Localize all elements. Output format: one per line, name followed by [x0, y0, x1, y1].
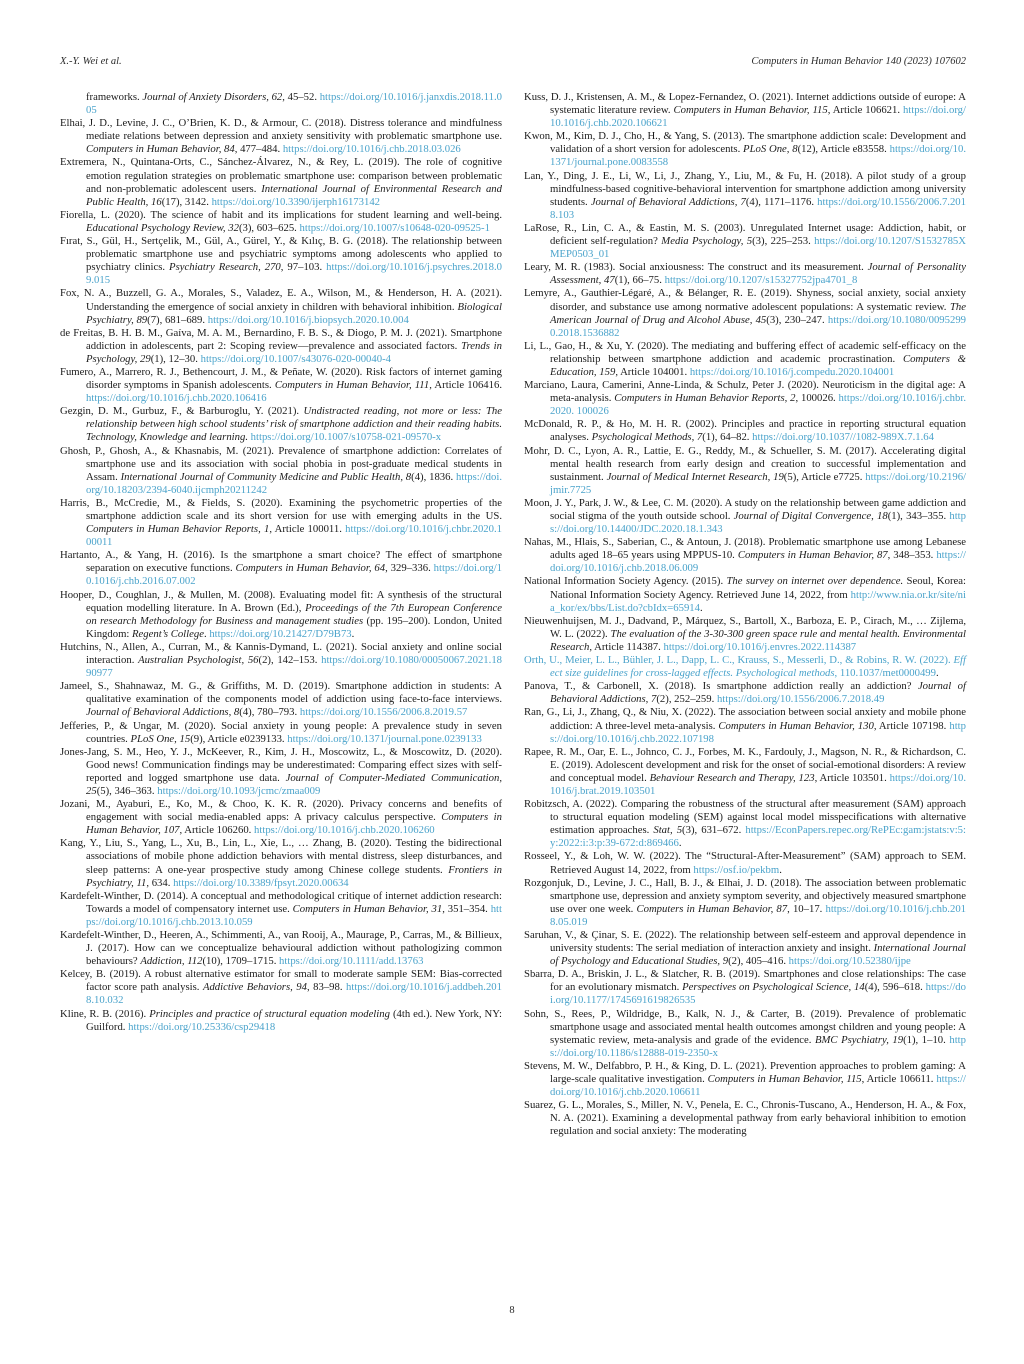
- doi-link[interactable]: https://doi.org/10.18203/2394-6040.ijcmph20211242: [86, 470, 502, 496]
- reference-text: (2), 252–259.: [656, 693, 717, 706]
- reference-item: [524, 222, 966, 261]
- reference-text: The American Journal of Drug and Alcohol Abuse, 45: [550, 300, 966, 326]
- reference-text: Undistracted reading, not more or less: The relationship between high school students’ risk of smartphone addiction and their reading habits. Technology, Knowledge and learning.: [86, 405, 502, 444]
- reference-text: Hooper, D., Coughlan, J., & Mullen, M. (2008). Evaluating model fit: A synthesis of the structural equation modelling literature. In A. Brown (Ed.),: [60, 588, 502, 614]
- reference-text: PLoS One, 15: [130, 732, 191, 745]
- doi-link[interactable]: https://doi.org/10.1016/j.chbr.2020.100011: [86, 523, 502, 549]
- reference-item: [524, 170, 966, 222]
- reference-text: Gezgin, D. M., Gurbuz, F., & Barburoglu, Y. (2021).: [60, 405, 304, 418]
- reference-text: PLoS One, 8: [743, 143, 798, 156]
- doi-link[interactable]: https://doi.org/10.1186/s12888-019-2350-x: [550, 1033, 966, 1059]
- reference-text: , Article 103501.: [814, 771, 890, 784]
- reference-text: Journal of Anxiety Disorders, 62: [142, 91, 283, 103]
- doi-link[interactable]: https://doi.org/10.14400/JDC.2020.18.1.343: [550, 510, 966, 536]
- reference-text: Li, L., Gao, H., & Xu, Y. (2020). The mediating and buffering effect of academic self-efficacy on the relationship between smartphone addiction and academic procrastination.: [524, 339, 966, 365]
- reference-text: Computers in Human Behavior, 111: [274, 379, 430, 392]
- reference-text: The evaluation of the 3-30-300 green space rule and mental health. Environmental Research: [550, 627, 966, 653]
- reference-text: Rapee, R. M., Oar, E. L., Johnco, C. J., Forbes, M. K., Fardouly, J., Magson, N. R., & Richardson, C. E. (2019). Adolescent development and risk for the onset of social-emotional disorders: A review and conceptual model.: [524, 745, 966, 784]
- reference-text: Educational Psychology Review, 32: [86, 221, 239, 234]
- reference-text: International Journal of Community Medicine and Public Health, 8: [120, 470, 412, 483]
- reference-item: [60, 798, 502, 837]
- reference-text: de Freitas, B. H. B. M., Gaíva, M. A. M., Bernardino, F. B. S., & Diogo, P. M. J. (2021). Smartphone addiction in adolescents, part 2: Scoping review—prevalence and associated factors.: [60, 326, 502, 352]
- reference-text: Computers in Human Behavior, 130: [718, 719, 874, 732]
- reference-item: [524, 575, 966, 614]
- doi-link[interactable]: https://doi.org/10.21427/D79B73: [209, 627, 352, 640]
- references-columns: [60, 91, 966, 1139]
- reference-item: [524, 850, 966, 876]
- reference-text: (2), 405–416.: [728, 955, 789, 968]
- reference-text: Nieuwenhuijsen, M. J., Dadvand, P., Márquez, S., Bartoll, X., Barboza, E. P., Cirach, M., … Zijlema, W. L. (2022).: [524, 614, 966, 640]
- doi-link[interactable]: https://doi.org/10.1207/s15327752jpa4701_8: [664, 274, 858, 287]
- reference-text: Moon, J. Y., Park, J. W., & Lee, C. M. (2020). A study on the relationship between game addiction and social stigma of the youth outside school.: [524, 496, 966, 522]
- doi-link[interactable]: https://doi.org/10.1556/2006.8.2019.57: [299, 706, 468, 719]
- reference-text: Jefferies, P., & Ungar, M. (2020). Social anxiety in young people: A prevalence study in seven countries.: [60, 719, 502, 745]
- reference-text: Regent’s College: [132, 627, 204, 640]
- reference-item: [60, 746, 502, 798]
- reference-item: [60, 589, 502, 641]
- reference-text: Computers in Human Behavior, 107: [86, 811, 502, 837]
- reference-text: .: [700, 601, 703, 614]
- reference-text: , Article 106260.: [179, 824, 255, 837]
- reference-item: [60, 497, 502, 549]
- reference-text: Computers in Human Behavior, 115: [707, 1073, 862, 1086]
- reference-text: (12), Article e83558.: [797, 143, 890, 156]
- doi-link[interactable]: https://doi.org/10.1016/j.psychres.2018.09.015: [86, 261, 502, 287]
- reference-item: [60, 641, 502, 680]
- doi-link[interactable]: https://doi.org/10.3390/ijerph16173142: [211, 195, 381, 208]
- reference-text: Computers in Human Behavior Reports, 2: [614, 392, 796, 405]
- doi-link[interactable]: https://doi.org/10.1016/j.chb.2020.106416: [86, 392, 267, 405]
- doi-link[interactable]: https://doi.org/10.1111/add.13763: [279, 955, 424, 968]
- reference-text: .: [203, 627, 210, 640]
- reference-text: (3), 631–672.: [682, 824, 746, 837]
- doi-link[interactable]: https://doi.org/10.1016/j.chb.2022.107198: [550, 719, 966, 745]
- references-column-left: [60, 91, 502, 1139]
- reference-text: .: [779, 863, 782, 876]
- reference-text: Proceedings of the 7th European Conference on research Methodology for Business and management studies: [86, 601, 503, 627]
- reference-text: (3), 603–625.: [238, 221, 300, 234]
- reference-text: (4th ed.). New York, NY: Guilford.: [86, 1007, 502, 1033]
- reference-text: (4), 780–793.: [239, 706, 300, 719]
- reference-text: Kwon, M., Kim, D. J., Cho, H., & Yang, S. (2013). The smartphone addiction scale: Development and validation of a short version for adolescents.: [524, 130, 966, 156]
- reference-item: [60, 366, 502, 405]
- doi-link[interactable]: https://doi.org/10.1016/j.chbr.2020. 100026: [550, 392, 967, 418]
- reference-item: [524, 680, 966, 706]
- reference-item: [524, 798, 966, 850]
- reference-item: [524, 877, 966, 929]
- reference-text: (17), 3142.: [161, 195, 212, 208]
- reference-text: , Article 106621.: [827, 104, 903, 117]
- reference-text: Harris, B., McCredie, M., & Fields, S. (2020). Examining the psychometric properties of the smartphone addiction scale and its short version for use with emerging adults in the US.: [60, 496, 502, 522]
- reference-text: Fox, N. A., Buzzell, G. A., Morales, S., Valadez, E. A., Wilson, M., & Henderson, H. A. (2021). Understanding the emergence of social anxiety in children with behavioral inhibition.: [60, 287, 502, 313]
- reference-text: Seoul, Korea: National Information Society Agency. Retrieved June 14, 2022, from: [550, 575, 967, 601]
- reference-item: [524, 287, 966, 339]
- reference-text: , Article 106416.: [429, 379, 502, 392]
- reference-text: Computers in Human Behavior, 115: [673, 104, 828, 117]
- reference-text: Journal of Behavioral Addictions, 8: [86, 706, 240, 719]
- reference-text: Elhai, J. D., Levine, J. C., O’Brien, K. D., & Armour, C. (2018). Distress tolerance and mindfulness mediate relations between depression and anxiety sensitivity with problematic smartphone use.: [60, 117, 502, 143]
- reference-text: International Journal of Psychology and Educational Studies, 9: [550, 942, 967, 968]
- reference-item: [60, 1008, 502, 1034]
- reference-text: , Article 106611.: [861, 1073, 937, 1086]
- doi-link[interactable]: https://doi.org/10.3389/fpsyt.2020.00634: [173, 876, 349, 889]
- doi-link[interactable]: https://doi.org/10.1556/2006.7.2018.49: [716, 693, 885, 706]
- reference-item: [524, 654, 966, 680]
- reference-text: , Article 114387.: [589, 640, 664, 653]
- reference-text: Perspectives on Psychological Science, 14: [682, 981, 865, 994]
- reference-text: , 351–354.: [442, 902, 491, 915]
- reference-text: .: [351, 627, 355, 640]
- running-head-authors: X.-Y. Wei et al.: [60, 56, 122, 67]
- reference-item: [60, 91, 502, 117]
- reference-text: Ghosh, P., Ghosh, A., & Khasnabis, M. (2021). Prevalence of smartphone addiction: Correlates of smartphone use and its association with social phobia in post-graduate medical students in Assam.: [60, 444, 502, 483]
- doi-link[interactable]: https://doi.org/10.1007/s10758-021-09570-x: [250, 431, 442, 444]
- reference-text: Journal of Behavioral Addictions, 7: [590, 195, 746, 208]
- doi-link[interactable]: https://doi.org/10.1016/j.chb.2018.05.019: [550, 902, 967, 928]
- reference-text: Lan, Y., Ding, J. E., Li, W., Li, J., Zhang, Y., Liu, M., & Fu, H. (2018). A pilot study of a group mindfulness-based cognitive-behavioral intervention for smartphone addiction among university students.: [524, 169, 966, 208]
- doi-link[interactable]: https://doi.org/10.1016/j.chb.2020.106260: [254, 824, 435, 837]
- reference-text: Addictive Behaviors, 94: [202, 981, 307, 994]
- reference-text: (1), 64–82.: [702, 431, 753, 444]
- doi-link[interactable]: https://doi.org/10.1093/jcmc/zmaa009: [157, 784, 321, 797]
- reference-text: Panova, T., & Carbonell, X. (2018). Is smartphone addiction really an addiction?: [524, 680, 918, 693]
- reference-item: [524, 445, 966, 497]
- reference-text: , 10–17.: [787, 902, 826, 915]
- reference-text: BMC Psychiatry, 19: [814, 1033, 904, 1046]
- reference-text: Kline, R. B. (2016).: [60, 1007, 150, 1020]
- doi-link[interactable]: https://doi.org/10.1080/00952990.2018.1536882: [550, 313, 967, 339]
- reference-text: Behaviour Research and Therapy, 123: [649, 771, 815, 784]
- reference-text: Hartanto, A., & Yang, H. (2016). Is the smartphone a smart choice? The effect of smartphone separation on executive functions.: [60, 549, 502, 575]
- reference-text: .: [935, 667, 939, 680]
- reference-text: , 83–98.: [306, 981, 347, 994]
- reference-item: [60, 549, 502, 588]
- reference-text: (1), 343–355.: [887, 510, 950, 522]
- reference-text: (pp. 195–200). London, United Kingdom:: [86, 614, 503, 640]
- reference-item: [524, 1099, 966, 1138]
- doi-link[interactable]: https://osf.io/pekbm: [693, 863, 780, 876]
- reference-text: Addiction, 112: [140, 955, 203, 968]
- reference-text: Computers & Education, 159: [550, 352, 966, 378]
- reference-item: [524, 968, 966, 1007]
- doi-link[interactable]: https://doi.org/10.1016/j.chb.2018.06.009: [550, 549, 967, 575]
- reference-text: , Article 104001.: [615, 365, 690, 378]
- reference-text: , 100026.: [795, 392, 839, 405]
- reference-text: Rosseel, Y., & Loh, W. W. (2022). The “Structural-After-Measurement” (SAM) approach to SEM. Retrieved August 14, 2022, from: [524, 850, 966, 876]
- reference-item: [524, 340, 966, 379]
- reference-item: [524, 91, 966, 130]
- reference-text: Fiorella, L. (2020). The science of habit and its implications for student learning and well-being.: [60, 208, 502, 221]
- reference-text: Psychological Methods, 7: [591, 431, 703, 444]
- reference-text: (4), 1836.: [411, 470, 456, 483]
- reference-item: [60, 156, 502, 208]
- reference-text: , 477–484.: [234, 143, 283, 156]
- reference-item: [524, 746, 966, 798]
- reference-text: Hutchins, N., Allen, A., Curran, M., & Kannis-Dymand, L. (2021). Social anxiety and online social interaction.: [60, 640, 502, 667]
- reference-text: International Journal of Environmental Research and Public Health, 16: [86, 182, 502, 208]
- reference-item: [60, 720, 502, 746]
- doi-link[interactable]: https://doi.org/10.2196/jmir.7725: [550, 470, 967, 496]
- reference-text: Suarez, G. L., Morales, S., Miller, N. V., Penela, E. C., Chronis-Tuscano, A., Henderson, H. A., & Fox, N. A. (2021). Examining a developmental pathway from early behavioral inhibition to emotion regulation and social anxiety: The moderating: [524, 1099, 966, 1138]
- reference-text: Mohr, D. C., Lyon, A. R., Lattie, E. G., Reddy, M., & Schueller, S. M. (2017). Accelerating digital mental health research from early design and creation to successful implementation and sustainment.: [524, 444, 966, 483]
- reference-text: Computers in Human Behavior, 31: [292, 902, 443, 915]
- doi-link[interactable]: https://doi.org/10.1016/j.chb.2013.10.059: [86, 902, 502, 928]
- reference-text: Rozgonjuk, D., Levine, J. C., Hall, B. J., & Elhai, J. D. (2018). The association between problematic smartphone use, depression and anxiety symptom severity, and objectively measured smartphone use over one week.: [524, 876, 966, 915]
- reference-text: Kardefelt-Winther, D. (2014). A conceptual and methodological critique of internet addiction research: Towards a model of compensatory internet use.: [60, 889, 502, 915]
- reference-item: [60, 209, 502, 235]
- reference-text: Stevens, M. W., Delfabbro, P. H., & King, D. L. (2021). Prevention approaches to problem gaming: A large-scale qualitative investigation.: [524, 1059, 966, 1086]
- reference-item: [524, 497, 966, 536]
- page-number: 8: [509, 1305, 515, 1316]
- running-head-journal: Computers in Human Behavior 140 (2023) 107602: [751, 56, 966, 67]
- doi-link[interactable]: https://EconPapers.repec.org/RePEc:gam:jstats:v:5:y:2022:i:3:p:39-672:d:869466: [550, 824, 966, 850]
- reference-text: McDonald, R. P., & Ho, M. H. R. (2002). Principles and practice in reporting structural equation analyses.: [524, 418, 966, 444]
- reference-text: Media Psychology, 5: [661, 235, 753, 248]
- doi-link[interactable]: https://doi.org/10.1207/S1532785XMEP0503_01: [550, 235, 966, 261]
- reference-item: [524, 261, 966, 287]
- reference-text: Computers in Human Behavior, 87: [737, 549, 888, 562]
- reference-item: [524, 536, 966, 575]
- reference-item: [524, 1060, 966, 1099]
- doi-link[interactable]: Orth, U., Meier, L. L., Bühler, J. L., Dapp, L. C., Krauss, S., Messerli, D., & Robins, R. W. (2022).: [524, 654, 954, 667]
- doi-link[interactable]: https://doi.org/10.1016/j.biopsych.2020.10.004: [207, 313, 409, 326]
- reference-text: LaRose, R., Lin, C. A., & Eastin, M. S. (2003). Unregulated Internet usage: Addiction, habit, or deficient self-regulation?: [524, 221, 966, 248]
- reference-text: .: [678, 837, 682, 850]
- reference-text: , 45–52.: [282, 91, 320, 103]
- reference-text: (1), 66–75.: [614, 274, 665, 287]
- doi-link[interactable]: https://doi.org/10.1016/j.chb.2018.03.026: [282, 143, 461, 156]
- reference-item: [524, 615, 966, 654]
- doi-link[interactable]: Effect size guidelines for cross-lagged effects. Psychological methods: [550, 654, 966, 680]
- doi-link[interactable]: https://doi.org/10.1371/journal.pone.0083558: [550, 143, 966, 169]
- reference-text: , Article 107198.: [873, 719, 950, 732]
- reference-text: , 97–103.: [280, 261, 327, 274]
- reference-item: [60, 890, 502, 929]
- reference-text: Fumero, A., Marrero, R. J., Bethencourt, J. M., & Peñate, W. (2020). Risk factors of internet gaming disorder symptoms in Spanish adolescents.: [60, 365, 502, 392]
- reference-item: [60, 235, 502, 287]
- reference-item: [524, 1008, 966, 1060]
- reference-text: Leary, M. R. (1983). Social anxiousness: The construct and its measurement.: [524, 261, 868, 274]
- reference-text: Fırat, S., Gül, H., Sertçelik, M., Gül, A., Gürel, Y., & Kılıç, B. G. (2018). The relationship between problematic smartphone use and psychiatric symptoms among adolescents who applied to psychiatry clinics.: [60, 235, 502, 274]
- reference-item: [524, 379, 966, 418]
- reference-item: [524, 929, 966, 968]
- reference-text: (1), 1–10.: [903, 1033, 950, 1046]
- reference-text: Frontiers in Psychiatry, 11: [86, 863, 502, 889]
- reference-text: Saruhan, V., & Çinar, S. E. (2022). The relationship between self-esteem and approval dependence in university students: The serial mediation of interaction anxiety and insight.: [524, 929, 966, 955]
- reference-text: (5), 346–363.: [96, 784, 158, 797]
- reference-item: [60, 680, 502, 719]
- reference-text: Psychiatry Research, 270: [169, 261, 281, 274]
- reference-text: Stat, 5: [653, 824, 683, 837]
- reference-text: Computers in Human Behavior, 84: [86, 143, 235, 156]
- reference-text: Robitzsch, A. (2022). Comparing the robustness of the structural after measurement (SAM) approach to structural equation modeling (SEM) against local model misspecifications with alternative estimation approaches.: [524, 798, 966, 837]
- doi-link[interactable]: https://doi.org/10.1016/j.addbeh.2018.10.032: [86, 981, 502, 1007]
- reference-text: Computers in Human Behavior, 64: [235, 562, 386, 575]
- page-header: [60, 56, 966, 67]
- reference-text: , Article 100011.: [269, 523, 346, 536]
- doi-link[interactable]: https://doi.org/10.1016/j.envres.2022.114387: [663, 640, 857, 653]
- reference-text: Journal of Personality Assessment, 47: [550, 261, 966, 287]
- reference-item: [60, 929, 502, 968]
- reference-text: Journal of Computer-Mediated Communication, 25: [86, 771, 502, 797]
- references-column-right: [524, 91, 966, 1139]
- reference-text: Computers in Human Behavior, 87: [636, 902, 788, 915]
- reference-text: The survey on internet over dependence.: [726, 575, 904, 588]
- reference-text: Kardefelt-Winther, D., Heeren, A., Schimmenti, A., van Rooij, A., Maurage, P., Carras, M., & Billieux, J. (2017). How can we conceptualize behavioural addiction without pathologizing common behaviours?: [60, 929, 502, 968]
- reference-item: [60, 287, 502, 326]
- reference-text: Journal of Digital Convergence, 18: [733, 510, 888, 522]
- reference-text: Australian Psychologist, 56: [138, 654, 259, 667]
- reference-text: frameworks.: [86, 91, 143, 103]
- doi-link[interactable]: https://doi.org/10.1016/j.brat.2019.103501: [550, 771, 966, 797]
- doi-link[interactable]: https://doi.org/10.1007/s10648-020-09525-1: [299, 221, 490, 234]
- reference-text: National Information Society Agency. (2015).: [524, 575, 727, 588]
- reference-text: (3), 225–253.: [752, 235, 815, 248]
- reference-text: (5), Article e7725.: [783, 470, 866, 483]
- doi-link[interactable]: https://doi.org/10.52380/ijpe: [788, 955, 911, 968]
- doi-link[interactable]: https://doi.org/10.1177/1745691619826535: [550, 981, 966, 1007]
- reference-text: (3), 230–247.: [766, 313, 828, 326]
- reference-text: Extremera, N., Quintana-Orts, C., Sánchez-Álvarez, N., & Rey, L. (2019). The role of cognitive emotion regulation strategies on problematic smartphone use: comparison between problematic and non-problematic adolescent users.: [60, 156, 502, 195]
- doi-link[interactable]: http://www.nia.or.kr/site/nia_kor/ex/bbs/List.do?cbIdx=65914: [550, 588, 966, 614]
- reference-text: (1), 12–30.: [150, 352, 201, 365]
- reference-text: , 329–336.: [385, 562, 434, 575]
- reference-text: (7), 681–689.: [147, 313, 208, 326]
- reference-text: Kelcey, B. (2019). A robust alternative estimator for small to moderate sample SEM: Bias-corrected factor score path analysis.: [60, 968, 502, 994]
- reference-item: [60, 445, 502, 497]
- reference-text: Jameel, S., Shahnawaz, M. G., & Griffiths, M. D. (2019). Smartphone addiction in students: A qualitative examination of the components model of addiction using face-to-face interviews.: [60, 680, 502, 706]
- reference-text: Lemyre, A., Gauthier-Légaré, A., & Bélanger, R. E. (2019). Shyness, social anxiety, social anxiety disorder, and substance use among normative adolescent populations: A systematic review.: [524, 287, 966, 313]
- reference-text: (4), 1171–1176.: [745, 195, 818, 208]
- doi-link[interactable]: https://doi.org/10.1016/j.chb.2020.106611: [550, 1073, 967, 1099]
- reference-item: [524, 130, 966, 169]
- reference-item: [60, 405, 502, 444]
- reference-text: , 634.: [146, 876, 174, 889]
- doi-link[interactable]: , 110.1037/met0000499: [834, 667, 936, 680]
- reference-text: Biological Psychiatry, 89: [86, 300, 502, 326]
- doi-link[interactable]: https://doi.org/10.1080/00050067.2021.1890977: [86, 654, 503, 680]
- reference-text: (10), 1709–1715.: [202, 955, 280, 968]
- reference-text: Jozani, M., Ayaburi, E., Ko, M., & Choo, K. K. R. (2020). Privacy concerns and benefits of engagement with social media-enabled apps: A privacy calculus perspective.: [60, 798, 502, 824]
- reference-text: (9), Article e0239133.: [190, 732, 288, 745]
- reference-item: [524, 418, 966, 444]
- reference-text: Sbarra, D. A., Briskin, J. L., & Slatcher, R. B. (2019). Smartphones and close relationships: The case for an evolutionary mismatch.: [524, 968, 966, 994]
- reference-text: Sohn, S., Rees, P., Wildridge, B., Kalk, N. J., & Carter, B. (2019). Prevalence of problematic smartphone usage and associated mental health outcomes amongst children and young people: A systematic review, meta-analysis and grade of the evidence.: [524, 1007, 966, 1046]
- doi-link[interactable]: https://doi.org/10.1556/2006.7.2018.103: [550, 195, 966, 221]
- reference-text: , 348–353.: [887, 549, 937, 562]
- reference-text: Trends in Psychology, 29: [86, 339, 502, 365]
- reference-item: [524, 706, 966, 745]
- reference-text: Ran, G., Li, J., Zhang, Q., & Niu, X. (2022). The association between social anxiety and mobile phone addiction: A three-level meta-analysis.: [524, 706, 966, 732]
- doi-link[interactable]: https://doi.org/10.1037//1082-989X.7.1.64: [752, 431, 934, 444]
- reference-item: [60, 117, 502, 156]
- reference-text: Principles and practice of structural equation modeling: [149, 1007, 390, 1020]
- reference-text: Kuss, D. J., Kristensen, A. M., & Lopez-Fernandez, O. (2021). Internet addictions outside of europe: A systematic literature review.: [524, 91, 966, 117]
- doi-link[interactable]: https://doi.org/10.1007/s43076-020-00040-4: [200, 352, 391, 365]
- doi-link[interactable]: https://doi.org/10.1016/j.compedu.2020.104001: [689, 365, 895, 378]
- doi-link[interactable]: https://doi.org/10.25336/csp29418: [128, 1020, 276, 1033]
- reference-text: Journal of Medical Internet Research, 19: [606, 470, 784, 483]
- doi-link[interactable]: https://doi.org/10.1016/j.chb.2016.07.002: [86, 562, 503, 588]
- reference-text: Computers in Human Behavior Reports, 1: [86, 523, 270, 536]
- reference-item: [60, 327, 502, 366]
- reference-text: Jones-Jang, S. M., Heo, Y. J., McKeever, R., Kim, J. H., Moscowitz, L., & Moscowitz, D. (2020). Good news! Communication findings may be underestimated: Comparing effect sizes with self-reported and logged smartphone use data.: [60, 745, 502, 784]
- doi-link[interactable]: https://doi.org/10.1016/j.janxdis.2018.11.005: [86, 91, 502, 117]
- reference-item: [60, 968, 502, 1007]
- doi-link[interactable]: https://doi.org/10.1016/j.chb.2020.106621: [550, 104, 966, 130]
- reference-text: (4), 596–618.: [864, 981, 926, 994]
- reference-text: Journal of Behavioral Addictions, 7: [550, 680, 966, 706]
- reference-text: (2), 142–153.: [258, 654, 322, 667]
- reference-text: Marciano, Laura, Camerini, Anne-Linda, & Schulz, Peter J. (2020). Neuroticism in the digital age: A meta-analysis.: [524, 379, 966, 405]
- reference-text: Nahas, M., Hlais, S., Saberian, C., & Antoun, J. (2018). Problematic smartphone use among Lebanese adults aged 18–65 years using MPPUS-10.: [524, 536, 966, 562]
- doi-link[interactable]: https://doi.org/10.1371/journal.pone.0239133: [287, 732, 482, 745]
- reference-item: [60, 837, 502, 889]
- reference-text: Kang, Y., Liu, S., Yang, L., Xu, B., Lin, L., Xie, L., … Zhang, B. (2020). Testing the bidirectional associations of mobile phone addiction behaviors with mental distress, sleep disturbances, and sleep patterns: A one-year prospective study among Chinese college students.: [60, 837, 502, 876]
